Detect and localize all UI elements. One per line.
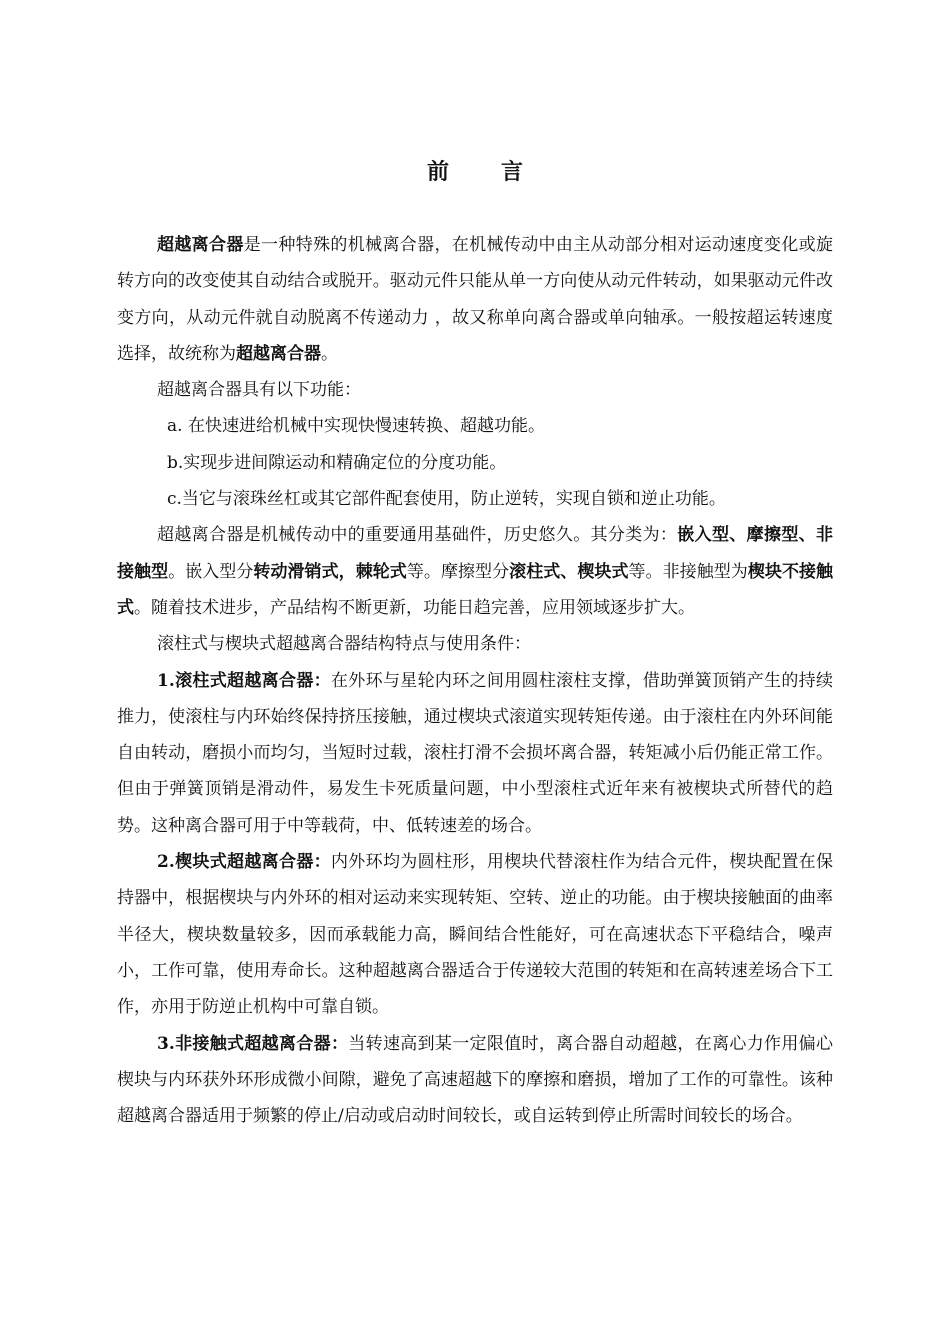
structure-intro: 滚柱式与楔块式超越离合器结构特点与使用条件： xyxy=(157,634,531,655)
section-heading: 1.滚柱式超越离合器： xyxy=(157,670,331,691)
section-text: 当转速高到某一定限值时，离合器自动超越，在离心力作用偏心楔块与内环获外环形成微小间隙，避免了高速超越下的摩擦和磨损，增加了工作的可靠性。该种超越离合器适用于频繁的停止/启动或启动时间较长，或自运转到停止所需时间较长的场合。 xyxy=(117,1033,833,1127)
section-heading: 2.楔块式超越离合器： xyxy=(157,852,331,873)
paragraph-text: 。嵌入型分 xyxy=(168,561,254,582)
section-roller-clutch xyxy=(117,663,833,844)
bold-term: 滚柱式、楔块式 xyxy=(509,561,629,582)
page-title: 前言 xyxy=(426,159,575,185)
intro-paragraph xyxy=(117,227,833,372)
paragraph-text: 是一种特殊的机械离合器，在机械传动中由主从动部分相对运动速度变化或旋转方向的改变使其自动结合或脱开。驱动元件只能从单一方向使从动元件转动，如果驱动元件改变方向，从动元件就自动脱离不传递动力 ，故又称单向离合器或单向轴承。一般按超运转速度选择，故统称为 xyxy=(117,235,834,364)
classification-paragraph xyxy=(117,517,833,626)
function-item-c: c.当它与滚珠丝杠或其它部件配套使用，防止逆转，实现自锁和逆止功能。 xyxy=(167,489,726,510)
section-heading: 3.非接触式超越离合器： xyxy=(157,1033,349,1054)
paragraph-text: 。随着技术进步，产品结构不断更新，功能日趋完善，应用领域逐步扩大。 xyxy=(134,597,695,618)
function-item-b: b.实现步进间隙运动和精确定位的分度功能。 xyxy=(167,452,507,473)
bold-term: 楔块不接触式 xyxy=(117,561,834,618)
bold-term: 转动滑销式，棘轮式 xyxy=(253,561,407,582)
paragraph-text: 等。非接触型为 xyxy=(628,561,748,582)
section-text: 在外环与星轮内环之间用圆柱滚柱支撑，借助弹簧顶销产生的持续推力，使滚柱与内环始终保持挤压接触，通过楔块式滚道实现转矩传递。由于滚柱在内外环间能自由转动，磨损小而均匀，当短时过载，滚柱打滑不会损坏离合器，转矩减小后仍能正常工作。但由于弹簧顶销是滑动件，易发生卡死质量问题，中小型滚柱式近年来有被楔块式所替代的趋势。这种离合器可用于中等载荷，中、低转速差的场合。 xyxy=(117,670,834,836)
functions-intro: 超越离合器具有以下功能： xyxy=(157,380,361,401)
section-sprag-clutch xyxy=(117,844,833,1025)
section-noncontact-clutch xyxy=(117,1026,833,1135)
paragraph-text: 超越离合器是机械传动中的重要通用基础件，历史悠久。其分类为： xyxy=(157,525,678,546)
function-item-a: a. 在快速进给机械中实现快慢速转换、超越功能。 xyxy=(167,416,545,437)
paragraph-text: 。 xyxy=(321,343,338,364)
bold-term: 超越离合器 xyxy=(157,235,244,255)
bold-term: 超越离合器 xyxy=(236,343,321,364)
bold-term: 嵌入型、摩擦型、非接触型 xyxy=(117,525,834,582)
paragraph-text: 等。摩擦型分 xyxy=(406,561,510,582)
section-text: 内外环均为圆柱形，用楔块代替滚柱作为结合元件，楔块配置在保持器中，根据楔块与内外环的相对运动来实现转矩、空转、逆止的功能。由于楔块接触面的曲率半径大，楔块数量较多，因而承载能力高，瞬间结合性能好，可在高速状态下平稳结合，噪声小，工作可靠，使用寿命长。这种超越离合器适合于传递较大范围的转矩和在高转速差场合下工作，亦用于防逆止机构中可靠自锁。 xyxy=(117,852,834,1018)
document-body xyxy=(117,227,833,1134)
